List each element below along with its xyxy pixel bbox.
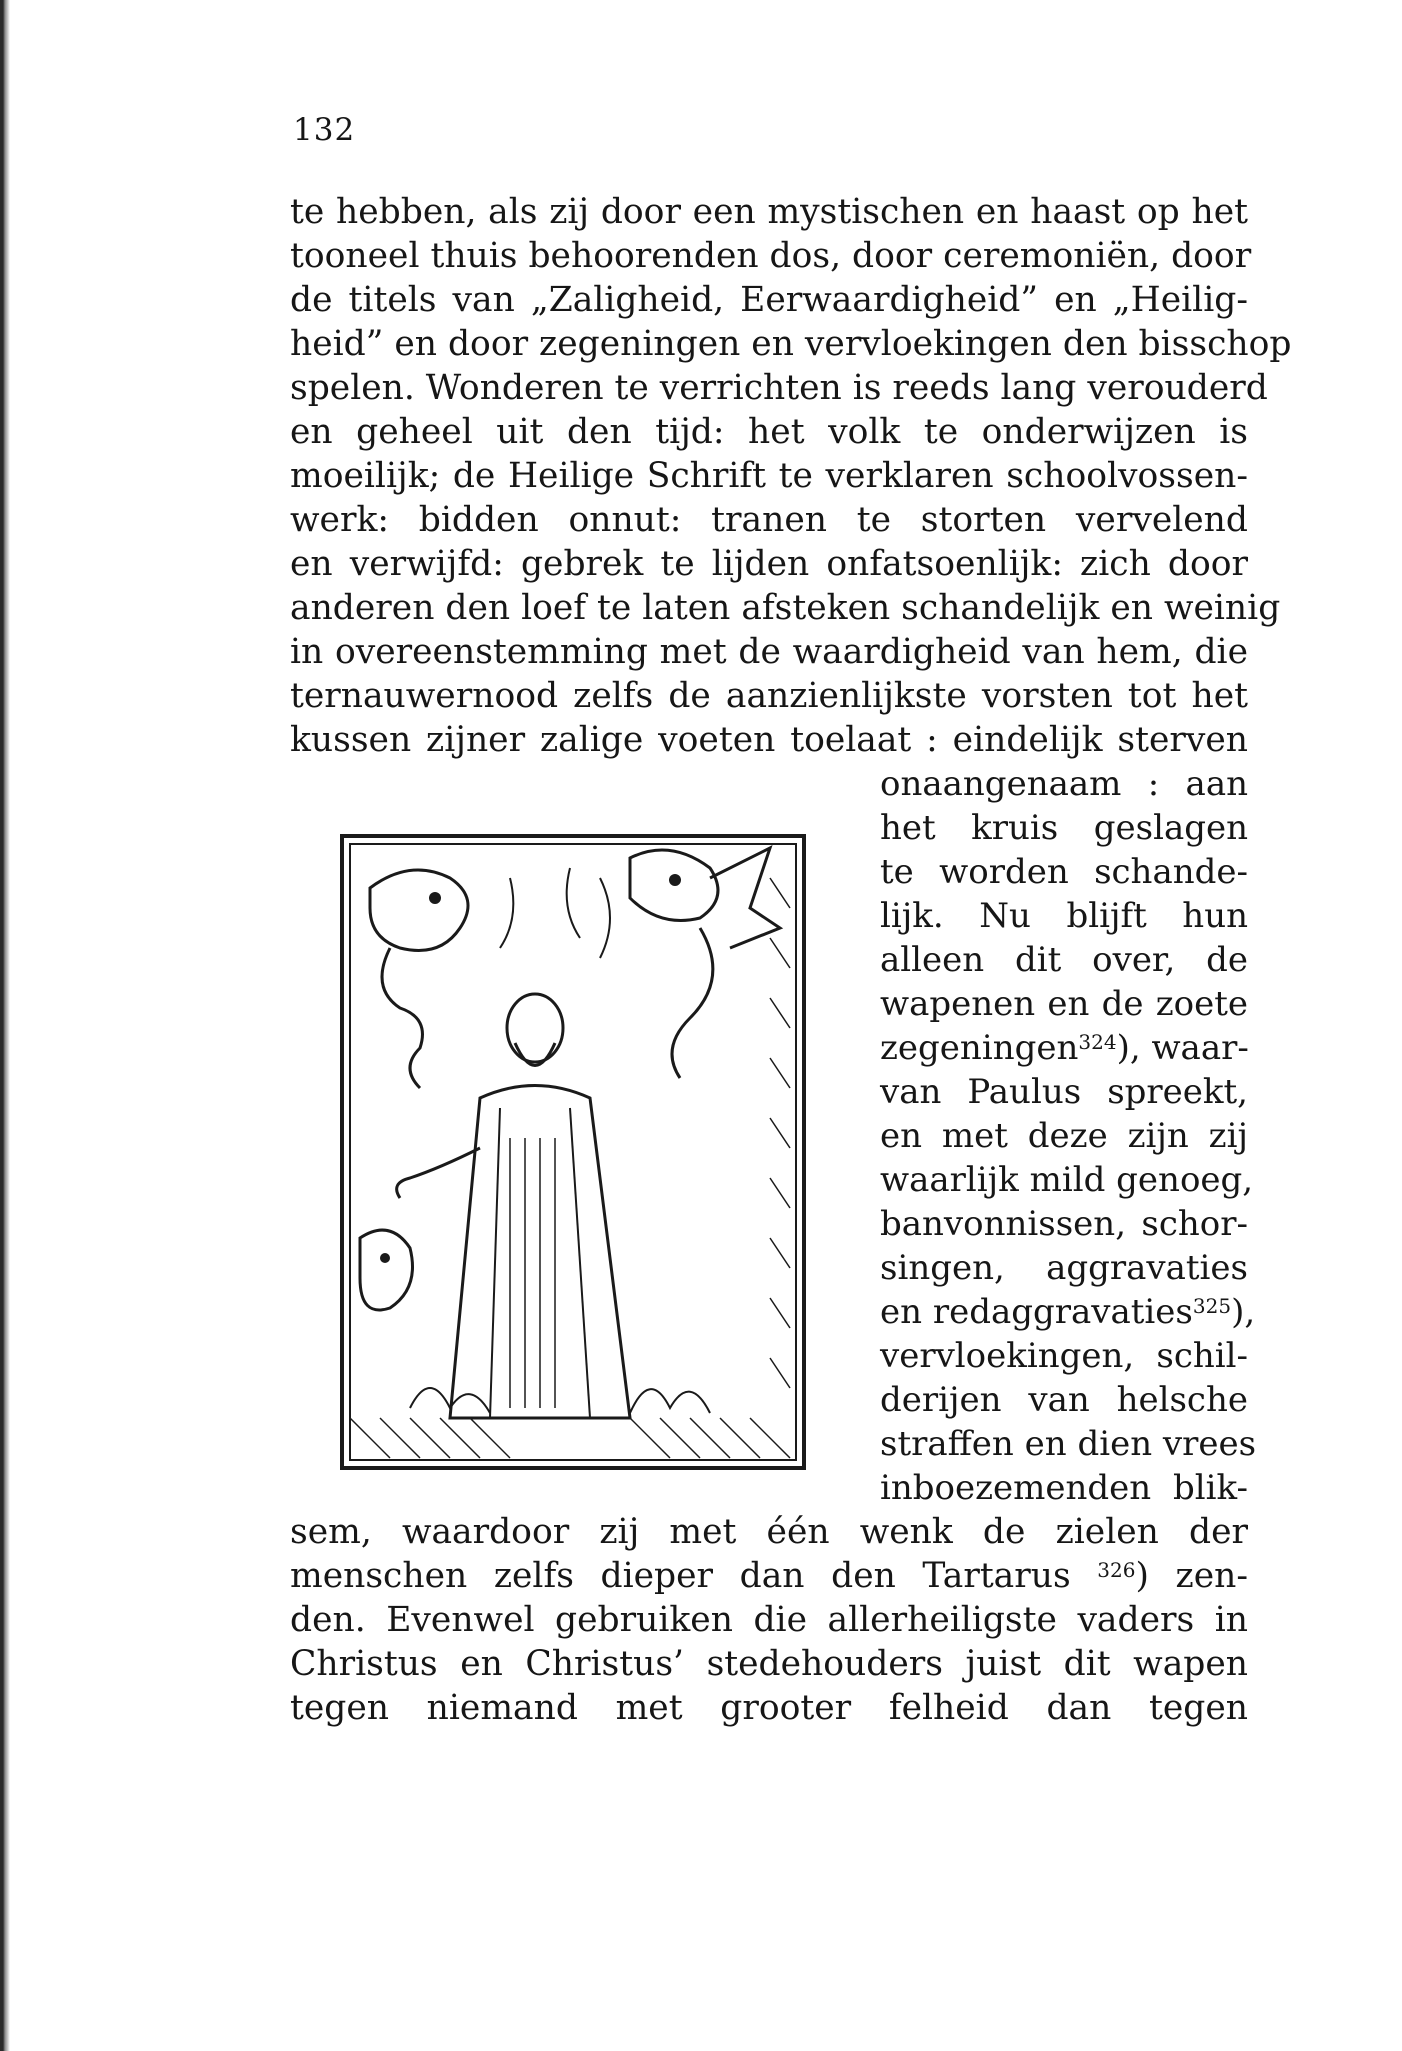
text-line: den. Evenwel gebruiken die allerheiligste vaders in <box>290 1600 1248 1640</box>
text-line <box>880 1026 1248 1070</box>
text-line: te hebben, als zij door een mystischen en haast op het <box>290 192 1248 232</box>
text-line: lijk. Nu blijft hun <box>880 896 1248 936</box>
text-line: en verwijfd: gebrek te lijden onfatsoenlijk: zich door <box>290 544 1248 584</box>
scanned-page-edge <box>0 0 10 2051</box>
text-line: vervloekingen, schil- <box>880 1336 1248 1376</box>
text-line <box>880 1290 1256 1334</box>
woodcut-illustration <box>330 818 814 1478</box>
text-line: Christus en Christus’ stedehouders juist dit wapen <box>290 1644 1248 1684</box>
text-line: waarlijk mild genoeg, <box>880 1160 1254 1200</box>
text-line: moeilijk; de Heilige Schrift te verklaren schoolvossen- <box>290 456 1248 496</box>
text-line: van Paulus spreekt, <box>880 1072 1248 1112</box>
text-line: tooneel thuis behoorenden dos, door ceremoniën, door <box>290 236 1252 276</box>
text-line: derijen van helsche <box>880 1380 1248 1420</box>
text-line: te worden schande- <box>880 852 1248 892</box>
footnote-ref-324: 324 <box>1078 1030 1117 1054</box>
text-line: ternauwernood zelfs de aanzienlijkste vorsten tot het <box>290 676 1248 716</box>
text-fragment: ), <box>1231 1292 1256 1332</box>
text-line: in overeenstemming met de waardigheid van hem, die <box>290 632 1248 672</box>
text-line: banvonnissen, schor- <box>880 1204 1248 1244</box>
text-line: werk: bidden onnut: tranen te storten vervelend <box>290 500 1248 540</box>
page-number: 132 <box>293 112 356 148</box>
text-line: straffen en dien vrees <box>880 1424 1257 1464</box>
text-line: wapenen en de zoete <box>880 984 1248 1024</box>
text-fragment: ) zen- <box>1135 1556 1248 1596</box>
text-line: heid” en door zegeningen en vervloekingen den bisschop <box>290 324 1292 364</box>
text-line: alleen dit over, de <box>880 940 1248 980</box>
text-line <box>290 1554 1248 1598</box>
text-line: singen, aggravaties <box>880 1248 1248 1288</box>
text-line: en geheel uit den tijd: het volk te onderwijzen is <box>290 412 1248 452</box>
text-fragment: ), waar- <box>1116 1028 1249 1068</box>
text-line: onaangenaam : aan <box>880 764 1248 804</box>
text-line: en met deze zijn zij <box>880 1116 1248 1156</box>
text-line: anderen den loef te laten afsteken schandelijk en weinig <box>290 588 1281 628</box>
text-line: spelen. Wonderen te verrichten is reeds lang verouderd <box>290 368 1268 408</box>
woodcut-pope-with-devils-icon <box>330 818 814 1478</box>
footnote-ref-325: 325 <box>1192 1294 1232 1318</box>
text-line: tegen niemand met grooter felheid dan tegen <box>290 1688 1248 1728</box>
text-line: de titels van „Zaligheid, Eerwaardigheid” en „Heilig- <box>290 280 1248 320</box>
text-fragment: menschen zelfs dieper dan den Tartarus <box>290 1556 1071 1596</box>
text-line: sem, waardoor zij met één wenk de zielen der <box>290 1512 1248 1552</box>
text-line: kussen zijner zalige voeten toelaat : eindelijk sterven <box>290 720 1248 760</box>
text-fragment: en redaggravaties <box>880 1292 1193 1332</box>
text-fragment: zegeningen <box>880 1028 1079 1068</box>
text-line: inboezemenden blik- <box>880 1468 1248 1508</box>
text-line: het kruis geslagen <box>880 808 1248 848</box>
footnote-ref-326: 326 <box>1097 1558 1136 1582</box>
